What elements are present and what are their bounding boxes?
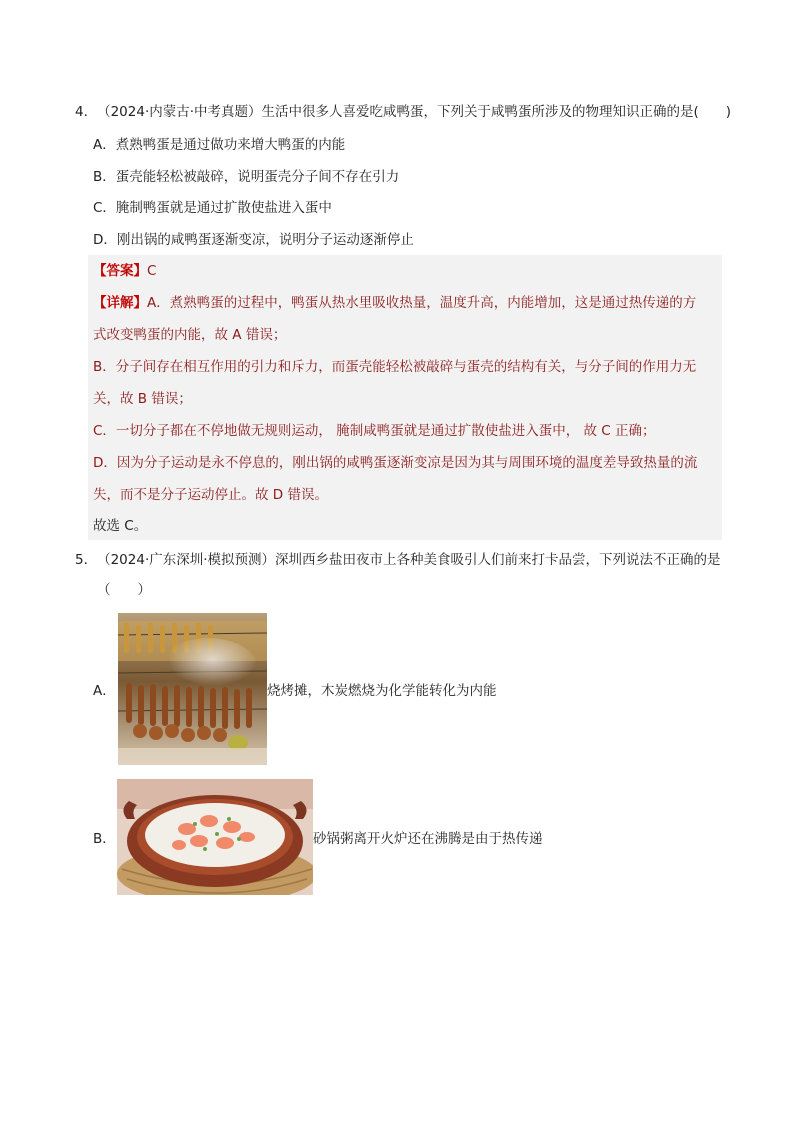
question-5-number: 5．	[75, 552, 98, 568]
q5-option-a-text: 烧烤摊，木炭燃烧为化学能转化为内能	[267, 683, 497, 699]
conclusion-line: 故选 C。	[93, 518, 148, 534]
detail-tag: 【详解】	[93, 295, 147, 311]
answer-tag: 【答案】	[93, 263, 147, 279]
detail-text-1: A．煮熟鸭蛋的过程中，鸭蛋从热水里吸收热量，温度升高，内能增加，这是通过热传递的方	[147, 295, 697, 311]
q5-option-b-text: 砂锅粥离开火炉还在沸腾是由于热传递	[313, 831, 543, 847]
question-5-text: （2024·广东深圳·模拟预测）深圳西乡盐田夜市上各种美食吸引人们前来打卡品尝，下列说法不正确的是	[97, 552, 721, 568]
detail-line-1	[93, 293, 696, 313]
question-4-stem	[75, 102, 731, 122]
q4-option-b: B．蛋壳能轻松被敲碎，说明蛋壳分子间不存在引力	[93, 169, 400, 185]
answer-value: C	[147, 263, 157, 279]
q4-option-c: C．腌制鸭蛋就是通过扩散使盐进入蛋中	[93, 200, 332, 216]
question-4-number: 4．	[75, 104, 98, 120]
detail-line-2: 式改变鸭蛋的内能，故 A 错误；	[93, 327, 287, 343]
detail-line-3: B．分子间存在相互作用的引力和斥力，而蛋壳能轻松被敲碎与蛋壳的结构有关，与分子间的作用力无	[93, 359, 697, 375]
q5-option-a-letter: A．	[93, 683, 116, 699]
question-5-stem	[75, 550, 721, 570]
q4-option-d: D．刚出锅的咸鸭蛋逐渐变凉，说明分子运动逐渐停止	[93, 232, 414, 248]
bbq-skewers-photo	[118, 613, 267, 765]
question-5-bracket: （ ）	[97, 582, 151, 598]
detail-line-6: D．因为分子运动是永不停息的，刚出锅的咸鸭蛋逐渐变凉是因为其与周围环境的温度差导致热量的流	[93, 455, 698, 471]
question-4-text: （2024·内蒙古·中考真题）生活中很多人喜爱吃咸鸭蛋，下列关于咸鸭蛋所涉及的物理知识正确的是( )	[97, 104, 732, 120]
answer-line	[93, 261, 156, 281]
detail-line-4: 关，故 B 错误；	[93, 391, 192, 407]
clay-pot-porridge-photo	[117, 779, 313, 895]
detail-line-7: 失，而不是分子运动停止。故 D 错误。	[93, 487, 328, 503]
detail-line-5: C．一切分子都在不停地做无规则运动， 腌制咸鸭蛋就是通过扩散使盐进入蛋中， 故 C 正确；	[93, 423, 656, 439]
q5-option-b-letter: B．	[93, 831, 116, 847]
q4-option-a: A．煮熟鸭蛋是通过做功来增大鸭蛋的内能	[93, 137, 346, 153]
